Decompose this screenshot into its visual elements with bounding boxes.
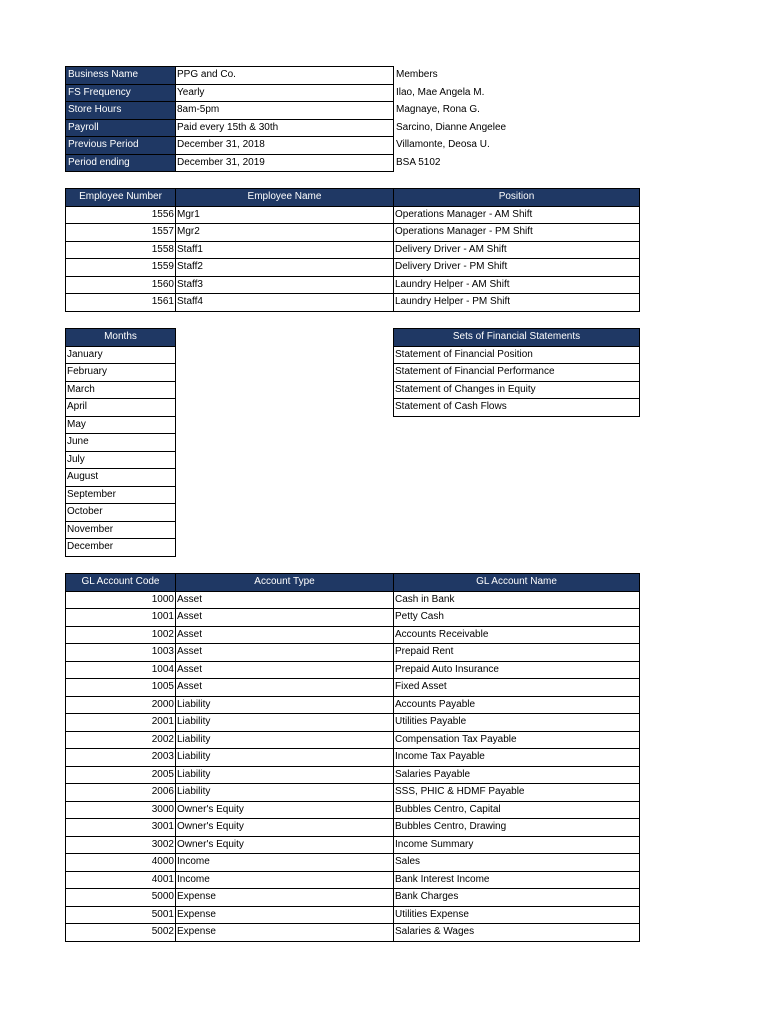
- gl-account-row: [66, 854, 640, 872]
- employee-number: 1556: [66, 206, 176, 224]
- account-type: Asset: [176, 661, 394, 679]
- gl-account-code: 3001: [66, 819, 176, 837]
- gl-account-name: Prepaid Auto Insurance: [394, 661, 640, 679]
- info-row: [66, 102, 640, 120]
- gl-account-name: Bubbles Centro, Drawing: [394, 819, 640, 837]
- month-item: November: [66, 521, 176, 539]
- month-item: July: [66, 451, 176, 469]
- gl-account-row: [66, 924, 640, 942]
- account-type: Expense: [176, 889, 394, 907]
- month-item: September: [66, 486, 176, 504]
- position-header: Position: [394, 189, 640, 207]
- member-name: Villamonte, Deosa U.: [396, 139, 490, 151]
- month-item: May: [66, 416, 176, 434]
- gl-account-code-header: GL Account Code: [66, 574, 176, 592]
- info-value: December 31, 2019: [176, 154, 394, 172]
- month-item: October: [66, 504, 176, 522]
- info-value: Paid every 15th & 30th: [176, 119, 394, 137]
- gl-account-code: 2002: [66, 731, 176, 749]
- gl-account-code: 4000: [66, 854, 176, 872]
- account-type: Income: [176, 854, 394, 872]
- info-value: December 31, 2018: [176, 137, 394, 155]
- gl-account-row: [66, 836, 640, 854]
- employee-position: Operations Manager - PM Shift: [394, 224, 640, 242]
- member-name: Magnaye, Rona G.: [396, 104, 480, 116]
- employee-number: 1559: [66, 259, 176, 277]
- info-label: FS Frequency: [66, 84, 176, 102]
- gl-account-code: 5000: [66, 889, 176, 907]
- month-row: [66, 416, 176, 434]
- gl-account-name: Salaries Payable: [394, 766, 640, 784]
- gl-account-name: Bank Interest Income: [394, 871, 640, 889]
- gl-account-code: 4001: [66, 871, 176, 889]
- month-item: April: [66, 399, 176, 417]
- gl-accounts-table: [65, 573, 640, 942]
- gl-account-name: Compensation Tax Payable: [394, 731, 640, 749]
- financial-statement-row: [394, 399, 640, 417]
- financial-statement-row: [394, 346, 640, 364]
- gl-account-row: [66, 591, 640, 609]
- month-row: [66, 346, 176, 364]
- info-label: Store Hours: [66, 102, 176, 120]
- employee-position: Delivery Driver - AM Shift: [394, 241, 640, 259]
- employee-row: [66, 294, 640, 312]
- financial-statement-item: Statement of Cash Flows: [394, 399, 640, 417]
- gl-account-code: 1005: [66, 679, 176, 697]
- gl-account-row: [66, 661, 640, 679]
- member-name: Sarcino, Dianne Angelee: [396, 121, 507, 133]
- account-type: Asset: [176, 644, 394, 662]
- info-label: Business Name: [66, 67, 176, 85]
- month-row: [66, 469, 176, 487]
- gl-account-code: 2001: [66, 714, 176, 732]
- gl-account-row: [66, 679, 640, 697]
- info-row: [66, 84, 640, 102]
- account-type-header: Account Type: [176, 574, 394, 592]
- account-type: Liability: [176, 714, 394, 732]
- account-type: Asset: [176, 609, 394, 627]
- gl-account-row: [66, 644, 640, 662]
- gl-account-name-header: GL Account Name: [394, 574, 640, 592]
- month-row: [66, 381, 176, 399]
- employee-row: [66, 276, 640, 294]
- info-label: Previous Period: [66, 137, 176, 155]
- gl-account-code: 1002: [66, 626, 176, 644]
- employee-position: Delivery Driver - PM Shift: [394, 259, 640, 277]
- month-item: December: [66, 539, 176, 557]
- employee-name: Staff3: [176, 276, 394, 294]
- gl-account-row: [66, 626, 640, 644]
- gl-account-name: Salaries & Wages: [394, 924, 640, 942]
- gl-account-row: [66, 731, 640, 749]
- employee-position: Operations Manager - AM Shift: [394, 206, 640, 224]
- gl-account-row: [66, 784, 640, 802]
- gl-account-name: Bank Charges: [394, 889, 640, 907]
- gl-account-code: 2005: [66, 766, 176, 784]
- financial-statement-item: Statement of Financial Performance: [394, 364, 640, 382]
- gl-account-row: [66, 801, 640, 819]
- employee-name-header: Employee Name: [176, 189, 394, 207]
- employee-number: 1557: [66, 224, 176, 242]
- gl-account-code: 2000: [66, 696, 176, 714]
- gl-account-row: [66, 696, 640, 714]
- info-row: [66, 154, 640, 172]
- member-name: BSA 5102: [396, 156, 441, 168]
- month-row: [66, 504, 176, 522]
- month-row: [66, 364, 176, 382]
- info-value: PPG and Co.: [176, 67, 394, 85]
- month-item: March: [66, 381, 176, 399]
- account-type: Expense: [176, 906, 394, 924]
- financial-statement-row: [394, 364, 640, 382]
- info-label: Payroll: [66, 119, 176, 137]
- employee-number-header: Employee Number: [66, 189, 176, 207]
- month-item: August: [66, 469, 176, 487]
- gl-account-row: [66, 714, 640, 732]
- account-type: Expense: [176, 924, 394, 942]
- month-item: June: [66, 434, 176, 452]
- account-type: Liability: [176, 766, 394, 784]
- member-name: Ilao, Mae Angela M.: [396, 86, 485, 98]
- account-type: Liability: [176, 696, 394, 714]
- employee-name: Mgr2: [176, 224, 394, 242]
- gl-account-code: 2003: [66, 749, 176, 767]
- gl-account-row: [66, 906, 640, 924]
- gl-account-code: 3002: [66, 836, 176, 854]
- employee-row: [66, 224, 640, 242]
- account-type: Owner's Equity: [176, 801, 394, 819]
- info-value: Yearly: [176, 84, 394, 102]
- gl-account-code: 1000: [66, 591, 176, 609]
- business-info-table: [65, 66, 640, 172]
- financial-statement-item: Statement of Changes in Equity: [394, 381, 640, 399]
- gl-account-code: 1004: [66, 661, 176, 679]
- employee-position: Laundry Helper - AM Shift: [394, 276, 640, 294]
- gl-account-row: [66, 819, 640, 837]
- employee-row: [66, 259, 640, 277]
- employee-number: 1560: [66, 276, 176, 294]
- gl-account-code: 5001: [66, 906, 176, 924]
- account-type: Asset: [176, 626, 394, 644]
- employee-row: [66, 206, 640, 224]
- employee-name: Mgr1: [176, 206, 394, 224]
- gl-account-name: Sales: [394, 854, 640, 872]
- month-item: February: [66, 364, 176, 382]
- account-type: Asset: [176, 679, 394, 697]
- financial-statement-item: Statement of Financial Position: [394, 346, 640, 364]
- employee-table: [65, 188, 640, 312]
- gl-account-name: Income Summary: [394, 836, 640, 854]
- gl-account-name: Cash in Bank: [394, 591, 640, 609]
- gl-account-name: Fixed Asset: [394, 679, 640, 697]
- gl-account-name: Petty Cash: [394, 609, 640, 627]
- month-row: [66, 434, 176, 452]
- account-type: Liability: [176, 784, 394, 802]
- financial-statements-table: [393, 328, 640, 417]
- info-row: [66, 67, 640, 85]
- month-row: [66, 486, 176, 504]
- financial-statement-row: [394, 381, 640, 399]
- employee-name: Staff4: [176, 294, 394, 312]
- gl-account-row: [66, 609, 640, 627]
- gl-account-name: SSS, PHIC & HDMF Payable: [394, 784, 640, 802]
- account-type: Income: [176, 871, 394, 889]
- employee-row: [66, 241, 640, 259]
- employee-name: Staff1: [176, 241, 394, 259]
- gl-account-name: Bubbles Centro, Capital: [394, 801, 640, 819]
- account-type: Owner's Equity: [176, 836, 394, 854]
- gl-account-name: Accounts Receivable: [394, 626, 640, 644]
- gl-account-name: Utilities Expense: [394, 906, 640, 924]
- financial-statements-header: Sets of Financial Statements: [394, 329, 640, 347]
- month-row: [66, 451, 176, 469]
- gl-account-row: [66, 889, 640, 907]
- account-type: Liability: [176, 731, 394, 749]
- employee-position: Laundry Helper - PM Shift: [394, 294, 640, 312]
- gl-account-row: [66, 766, 640, 784]
- gl-account-code: 3000: [66, 801, 176, 819]
- gl-account-code: 2006: [66, 784, 176, 802]
- account-type: Asset: [176, 591, 394, 609]
- month-row: [66, 399, 176, 417]
- account-type: Owner's Equity: [176, 819, 394, 837]
- info-row: [66, 119, 640, 137]
- gl-account-code: 1003: [66, 644, 176, 662]
- gl-account-name: Income Tax Payable: [394, 749, 640, 767]
- gl-account-name: Accounts Payable: [394, 696, 640, 714]
- info-label: Period ending: [66, 154, 176, 172]
- employee-name: Staff2: [176, 259, 394, 277]
- member-name: Members: [396, 69, 438, 81]
- employee-number: 1558: [66, 241, 176, 259]
- info-value: 8am-5pm: [176, 102, 394, 120]
- gl-account-name: Prepaid Rent: [394, 644, 640, 662]
- gl-account-name: Utilities Payable: [394, 714, 640, 732]
- gl-account-row: [66, 871, 640, 889]
- info-row: [66, 137, 640, 155]
- gl-account-code: 1001: [66, 609, 176, 627]
- month-row: [66, 539, 176, 557]
- month-row: [66, 521, 176, 539]
- gl-account-row: [66, 749, 640, 767]
- months-header: Months: [66, 329, 176, 347]
- gl-account-code: 5002: [66, 924, 176, 942]
- month-item: January: [66, 346, 176, 364]
- account-type: Liability: [176, 749, 394, 767]
- employee-number: 1561: [66, 294, 176, 312]
- months-table: [65, 328, 176, 557]
